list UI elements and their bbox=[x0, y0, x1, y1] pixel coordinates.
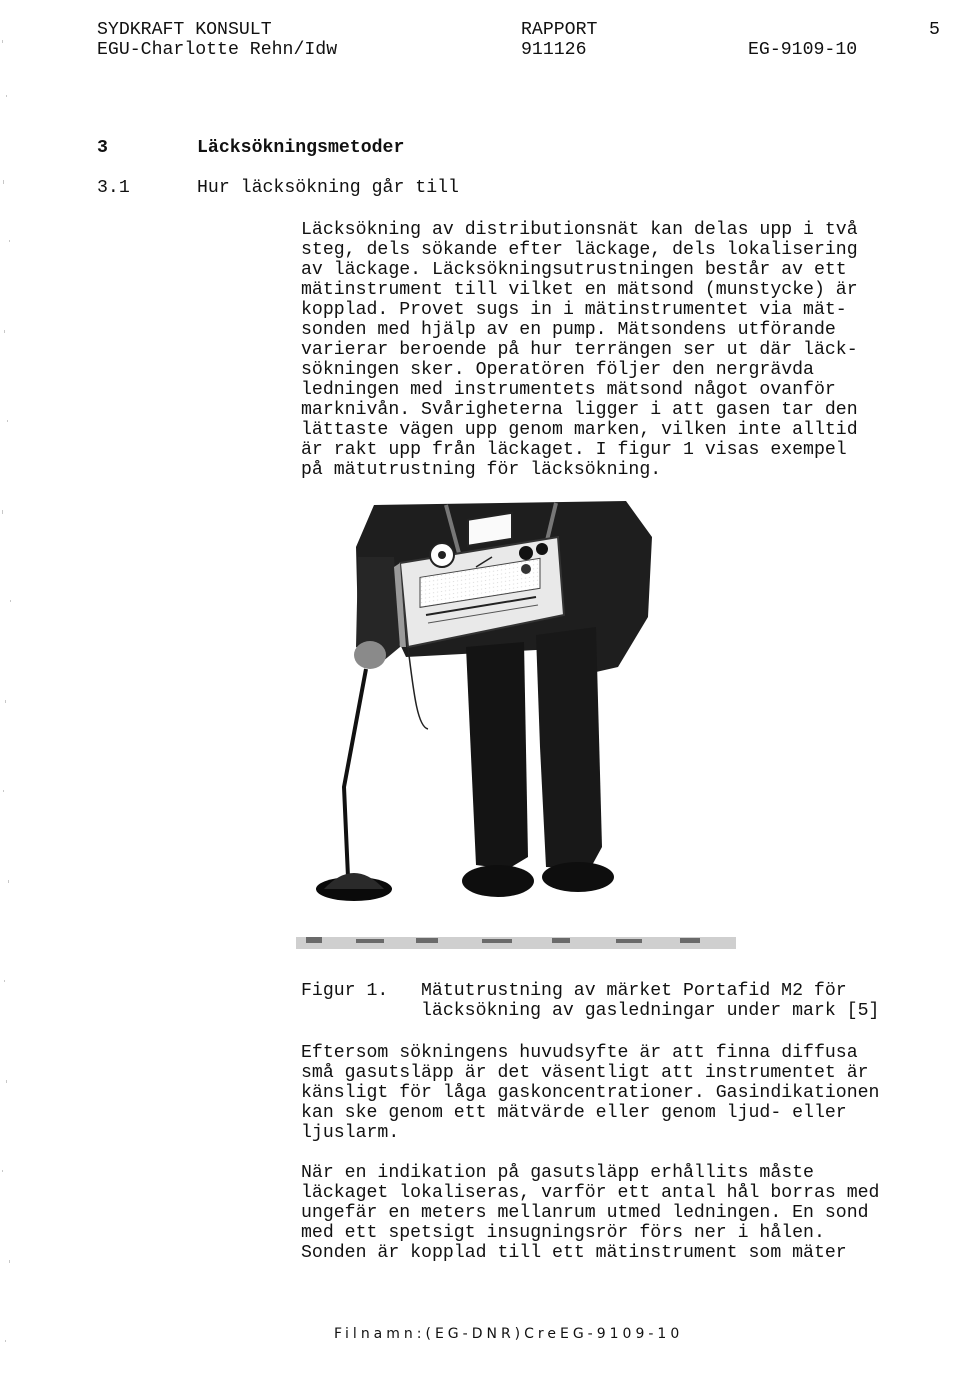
subsection-number: 3.1 bbox=[97, 178, 130, 198]
text-line: kopplad. Provet sugs in i mätinstrumentet via mät- bbox=[301, 300, 847, 320]
header-date: 911126 bbox=[521, 40, 587, 60]
figure-caption bbox=[421, 981, 931, 1021]
paragraph-3 bbox=[301, 1163, 931, 1263]
header-company: SYDKRAFT KONSULT bbox=[97, 20, 272, 40]
text-line: är rakt upp från läckaget. I figur 1 visas exempel bbox=[301, 440, 847, 460]
text-line: varierar beroende på hur terrängen ser ut där läck- bbox=[301, 340, 858, 360]
text-line: sonden med hjälp av en pump. Mätsondens utförande bbox=[301, 320, 836, 340]
header-doc-type: RAPPORT bbox=[521, 20, 598, 40]
text-line: på mätutrustning för läcksökning. bbox=[301, 460, 662, 480]
text-line: lättaste vägen upp genom marken, vilken inte alltid bbox=[301, 420, 858, 440]
text-line: steg, dels sökande efter läckage, dels lokalisering bbox=[301, 240, 858, 260]
figure-label: Figur 1. bbox=[301, 981, 389, 1001]
paragraph-2 bbox=[301, 1043, 931, 1143]
scan-edge-noise bbox=[0, 0, 22, 1390]
text-line: När en indikation på gasutsläpp erhållits måste bbox=[301, 1163, 814, 1183]
text-line: Läcksökning av distributionsnät kan delas upp i två bbox=[301, 220, 858, 240]
text-line: av läckage. Läcksökningsutrustningen består av ett bbox=[301, 260, 847, 280]
page-number: 5 bbox=[929, 20, 940, 40]
caption-line: Mätutrustning av märket Portafid M2 för bbox=[421, 981, 847, 1001]
text-line: kan ske genom ett mätvärde eller genom ljud- eller bbox=[301, 1103, 847, 1123]
section-number: 3 bbox=[97, 138, 108, 158]
paragraph-1 bbox=[301, 220, 931, 480]
text-line: känsligt för låga gaskoncentrationer. Gasindikationen bbox=[301, 1083, 880, 1103]
figure-photo-leak-detector bbox=[296, 497, 736, 955]
text-line: Sonden är kopplad till ett mätinstrument som mäter bbox=[301, 1243, 847, 1263]
text-line: ljuslarm. bbox=[301, 1123, 400, 1143]
text-line: Eftersom sökningens huvudsyfte är att finna diffusa bbox=[301, 1043, 858, 1063]
section-title: Läcksökningsmetoder bbox=[197, 138, 405, 158]
text-line: ledningen med instrumentets mätsond något ovanför bbox=[301, 380, 836, 400]
text-line: marknivån. Svårigheterna ligger i att gasen tar den bbox=[301, 400, 858, 420]
header-doc-number: EG-9109-10 bbox=[748, 40, 858, 60]
text-line: små gasutsläpp är det väsentligt att instrumentet är bbox=[301, 1063, 869, 1083]
subsection-title: Hur läcksökning går till bbox=[197, 178, 459, 198]
caption-line: läcksökning av gasledningar under mark [5] bbox=[421, 1001, 880, 1021]
text-line: läckaget lokaliseras, varför ett antal hål borras med bbox=[301, 1183, 880, 1203]
header-author: EGU-Charlotte Rehn/Idw bbox=[97, 40, 338, 60]
text-line: mätinstrument till vilket en mätsond (munstycke) är bbox=[301, 280, 858, 300]
footer-filename: Filnamn:(EG-DNR)CreEG-9109-10 bbox=[334, 1326, 684, 1342]
text-line: med ett spetsigt insugningsrör förs ner i hålen. bbox=[301, 1223, 825, 1243]
text-line: sökningen sker. Operatören följer den nergrävda bbox=[301, 360, 814, 380]
text-line: ungefär en meters mellanrum utmed ledningen. En sond bbox=[301, 1203, 869, 1223]
